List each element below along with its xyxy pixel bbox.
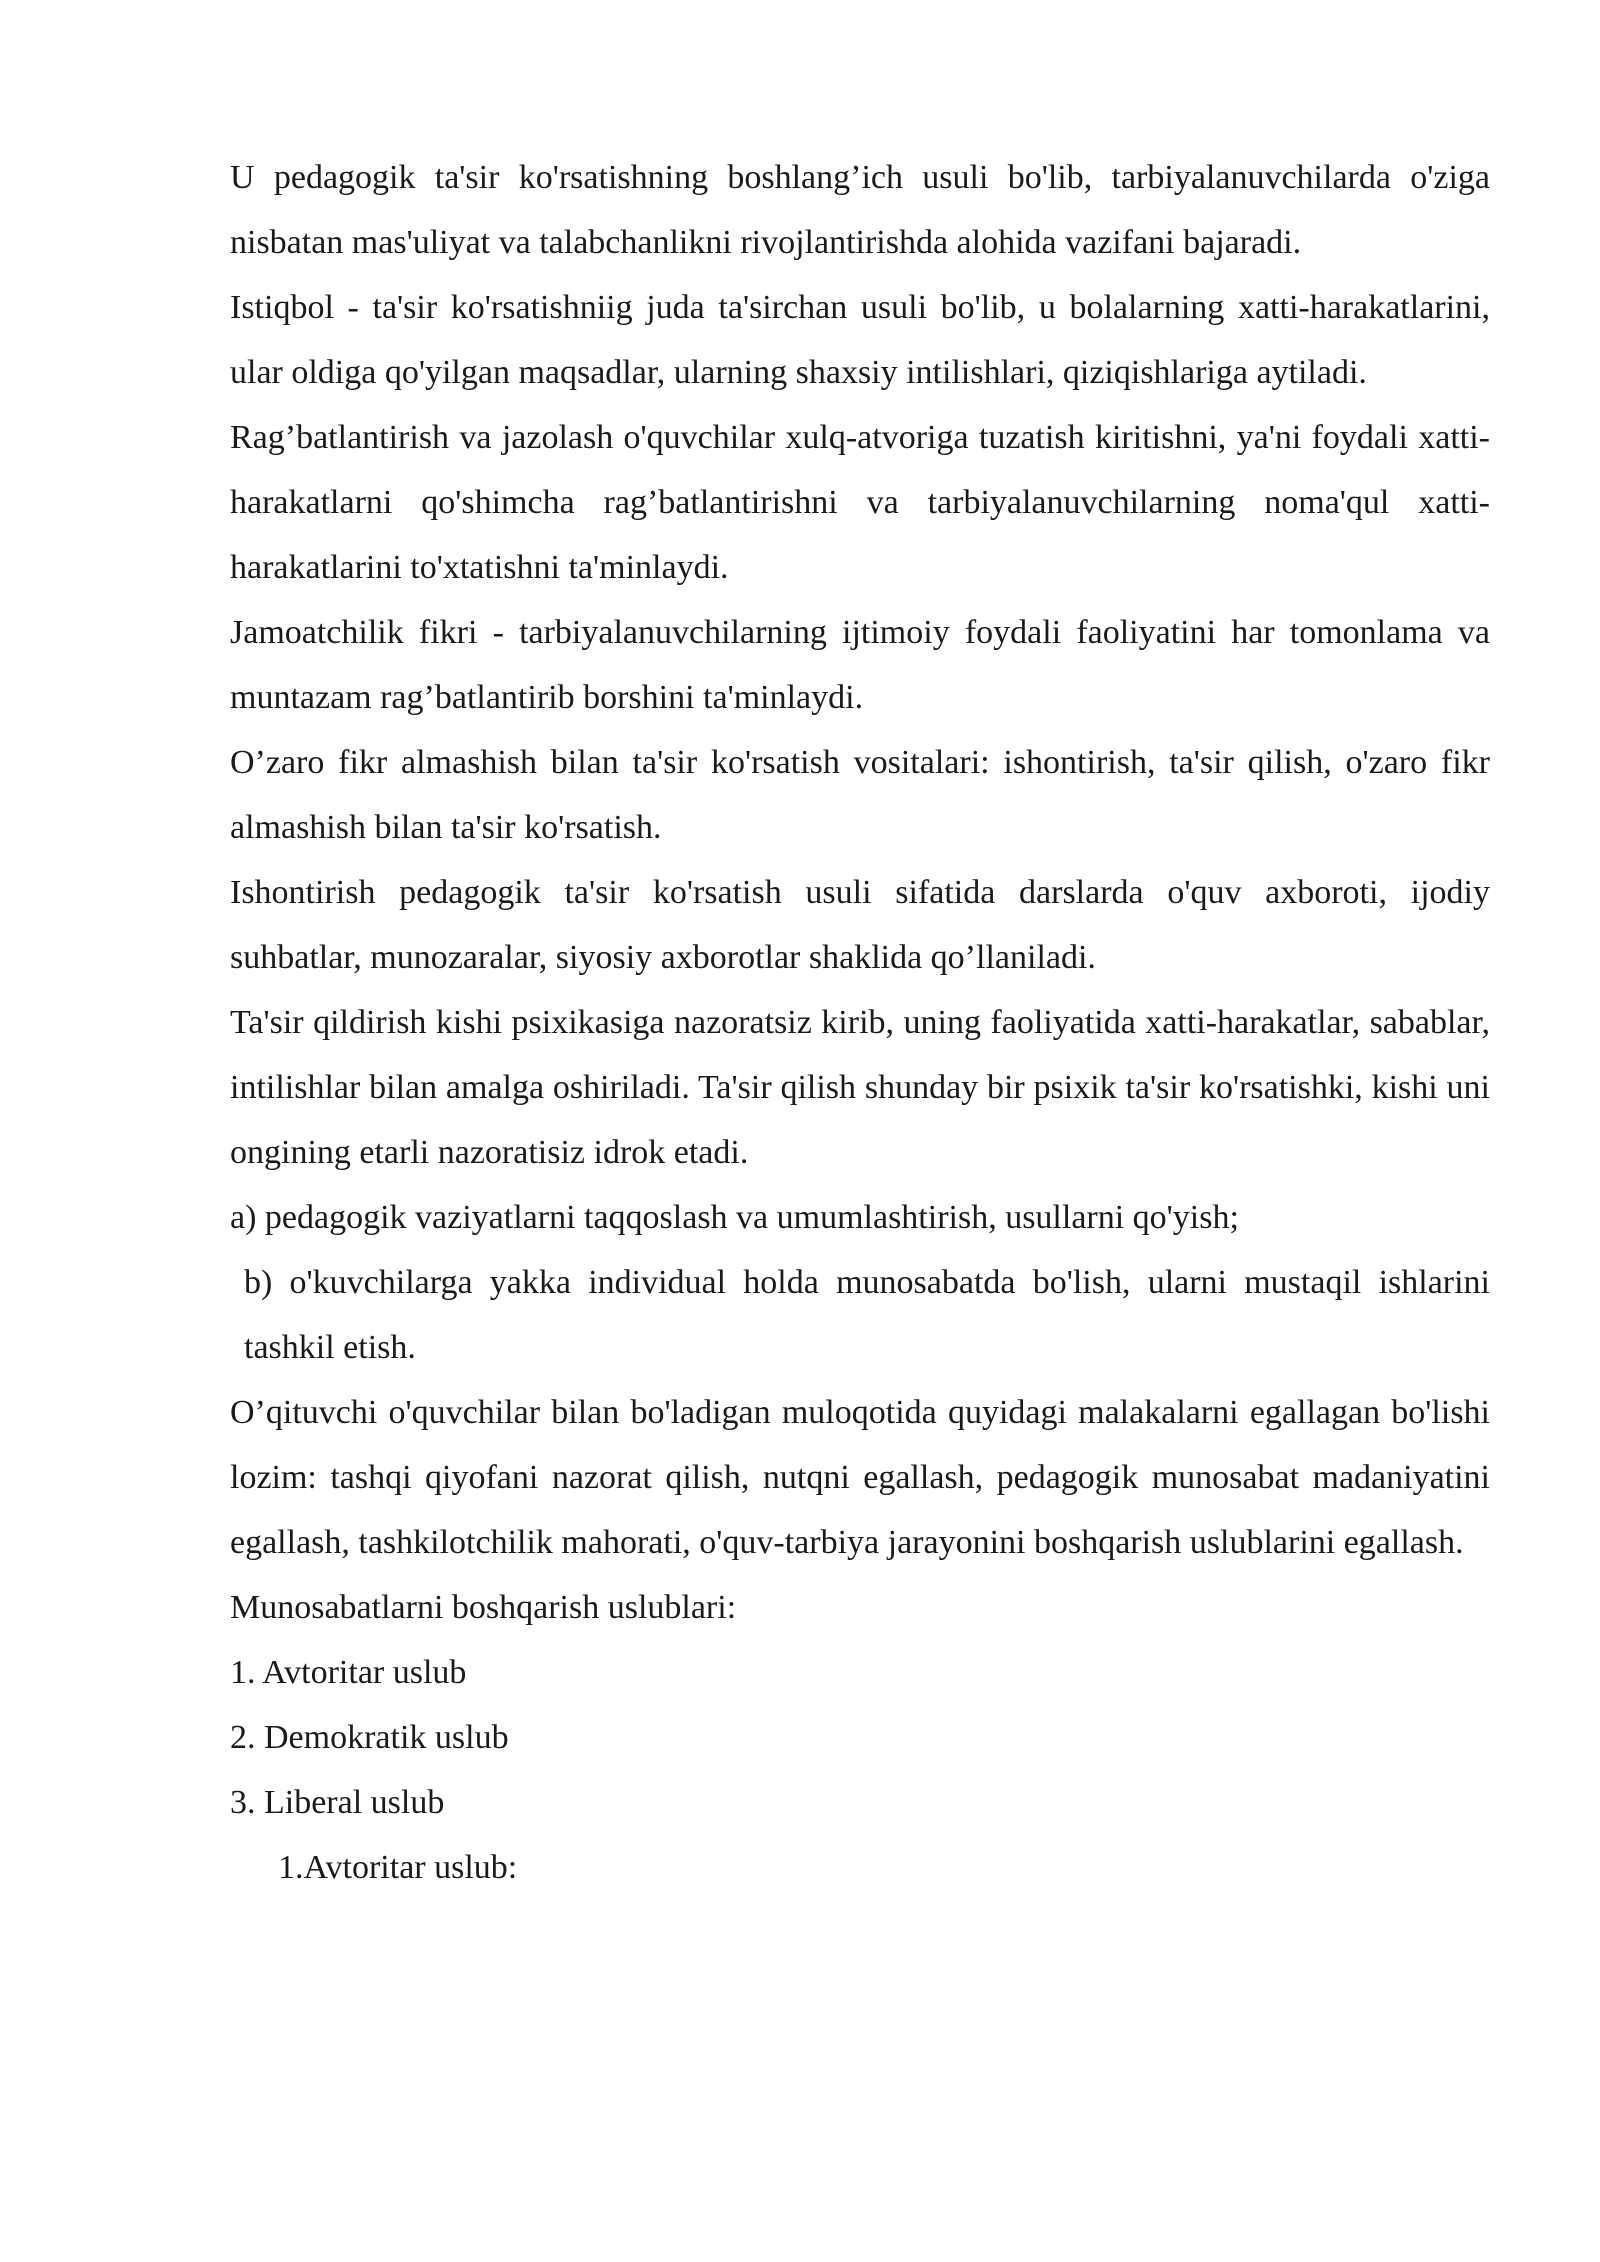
- style-list-item-liberal: 3. Liberal uslub: [230, 1784, 445, 1821]
- paragraph-ragbatlantirish: Rag’batlantirish va jazolash o'quvchilar xulq-atvoriga tuzatish kiritishni, ya'ni foydali xatti-harakatlarni qo'shimcha rag’batlantirishni va tarbiyalanuvchilarning noma'qul xatti-harakatlarini to'xtatishni ta'minlaydi.: [230, 419, 1490, 586]
- style-list-item-avtoritar: 1. Avtoritar uslub: [230, 1654, 467, 1691]
- style-list-item-demokratik: 2. Demokratik uslub: [230, 1719, 509, 1756]
- paragraph-uslublar-heading: Munosabatlarni boshqarish uslublari:: [230, 1589, 737, 1626]
- paragraph-ishontirish: Ishontirish pedagogik ta'sir ko'rsatish usuli sifatida darslarda o'quv axboroti, ijodiy suhbatlar, munozaralar, siyosiy axborotlar shaklida qo’llaniladi.: [230, 874, 1490, 976]
- paragraph-oqituvchi: O’qituvchi o'quvchilar bilan bo'ladigan muloqotida quyidagi malakalarni egallagan bo'lishi lozim: tashqi qiyofani nazorat qilish, nutqni egallash, pedagogik munosabat madaniyatini egallash, tashkilotchilik mahorati, o'quv-tarbiya jarayonini boshqarish uslublarini egallash.: [230, 1394, 1490, 1561]
- paragraph-ozaro-fikr: O’zaro fikr almashish bilan ta'sir ko'rsatish vositalari: ishontirish, ta'sir qilish, o'zaro fikr almashish bilan ta'sir ko'rsatish.: [230, 744, 1490, 846]
- paragraph-jamoatchilik-fikri: Jamoatchilik fikri - tarbiyalanuvchilarning ijtimoiy foydali faoliyatini har tomonlama va muntazam rag’batlantirib borshini ta'minlaydi.: [230, 614, 1490, 716]
- list-item-b: b) o'kuvchilarga yakka individual holda munosabatda bo'lish, ularni mustaqil ishlarini tashkil etish.: [244, 1264, 1490, 1366]
- section-heading-avtoritar: 1.Avtoritar uslub:: [278, 1849, 518, 1886]
- paragraph-istiqbol: Istiqbol - ta'sir ko'rsatishniig juda ta'sirchan usuli bo'lib, u bolalarning xatti-harakatlarini, ular oldiga qo'yilgan maqsadlar, ularning shaxsiy intilishlari, qiziqishlariga aytiladi.: [230, 289, 1490, 391]
- list-item-a: a) pedagogik vaziyatlarni taqqoslash va umumlashtirish, usullarni qo'yish;: [230, 1199, 1239, 1236]
- paragraph-tasir-qildirish: Ta'sir qildirish kishi psixikasiga nazoratsiz kirib, uning faoliyatida xatti-harakatlar, sabablar, intilishlar bilan amalga oshiriladi. Ta'sir qilish shunday bir psixik ta'sir ko'rsatishki, kishi uni ongining etarli nazoratisiz idrok etadi.: [230, 1004, 1490, 1171]
- document-body: [230, 145, 1490, 1900]
- paragraph-pedagogik-tasir: U pedagogik ta'sir ko'rsatishning boshlang’ich usuli bo'lib, tarbiyalanuvchilarda o'ziga nisbatan mas'uliyat va talabchanlikni rivojlantirishda alohida vazifani bajaradi.: [230, 159, 1490, 261]
